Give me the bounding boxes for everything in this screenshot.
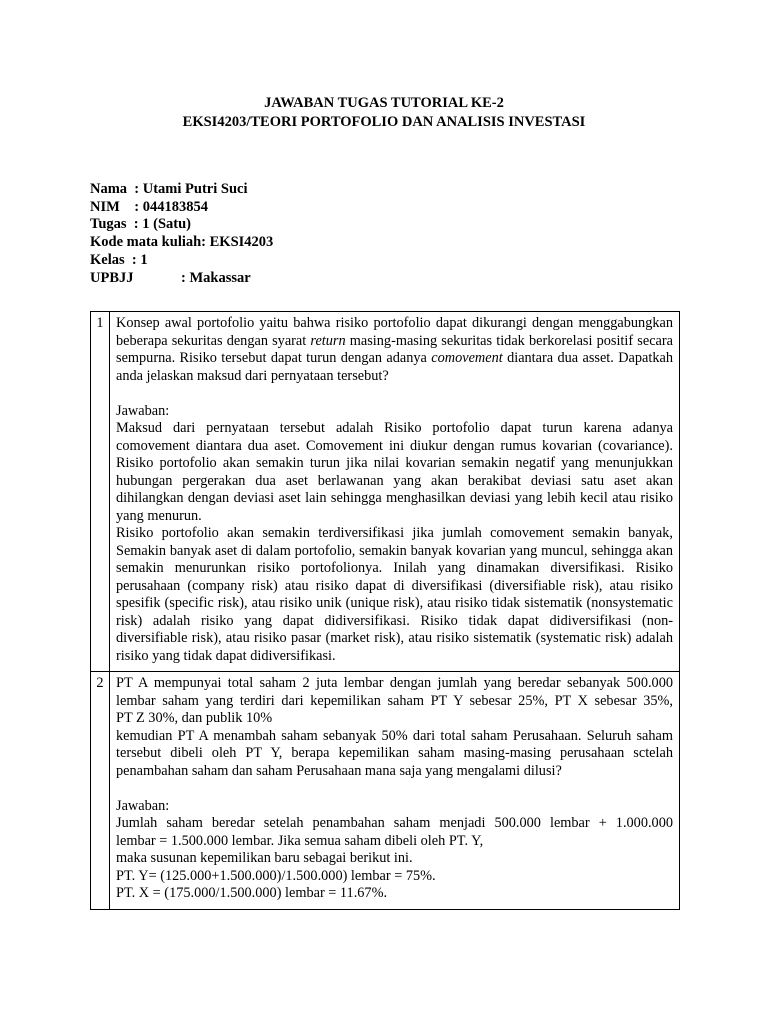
upbjj-row [90,270,273,288]
student-name: Nama : Utami Putri Suci [90,181,248,197]
question-number: 1 [91,312,110,672]
question-number: 2 [91,672,110,910]
assignment-number: Tugas : 1 (Satu) [90,216,191,233]
question-cell [110,312,680,672]
course-title: EKSI4203/TEORI PORTOFOLIO DAN ANALISIS INVESTASI [182,114,586,130]
table-row [91,312,680,672]
qa-table [90,311,680,910]
document-title: JAWABAN TUGAS TUTORIAL KE-2 [264,95,504,111]
answer-line: Jumlah saham beredar setelah penambahan saham menjadi 500.000 lembar + 1.000.000 [116,815,673,831]
question-line: PT A mempunyai total saham 2 juta lembar dengan jumlah yang beredar sebanyak 500.000 [116,675,673,691]
question-paragraph: kemudian PT A menambah saham sebanyak 50% dari total saham Perusahaan. Seluruh saham tersebut dibeli oleh PT Y, berapa kepemilikan saham masing-masing perusahaan sctelah penambahan saham dan saham Perusahaan mana saja yang mengalami dilusi? [116,727,673,779]
question-line: PT Z 30%, dan publik 10% [116,710,273,726]
course-code: Kode mata kuliah: EKSI4203 [90,234,274,251]
answer-paragraph: Maksud dari pernyataan tersebut adalah Risiko portofolio dapat turun karena adanya comovement diantara dua aset. Comovement ini diukur dengan rumus kovarian (covariance). Risiko portofolio akan semakin turun jika nilai kovarian semakin negatif yang menunjukkan hubungan pergerakan dua aset berlawanan yang akan berakibat deviasi satu aset akan dihilangkan dengan deviasi aset lain sehingga menghasilkan deviasi yang lebih kecil atau risiko yang menurun. [116,420,673,524]
question-cell [110,672,680,910]
answer-line: PT. Y= (125.000+1.500.000)/1.500.000) lembar = 75%. [116,867,436,884]
student-nim: NIM : 044183854 [90,198,209,215]
answer-label: Jawaban: [116,402,170,419]
table-row [91,672,680,910]
student-info [90,181,273,287]
answer-label: Jawaban: [116,797,170,814]
class-number: Kelas : 1 [90,251,148,268]
upbjj-value: : Makassar [181,269,251,286]
answer-paragraph: Risiko portofolio akan semakin terdiversifikasi jika jumlah comovement semakin banyak, Semakin banyak aset di dalam portofolio, semakin banyak kovarian yang muncul, sehingga akan semakin menurunkan risiko portofolionya. Inilah yang dinamakan diversifikasi. Risiko perusahaan (company risk) atau risiko dapat di diversifikasi (diversifiable risk), atau risiko spesifik (specific risk), atau risiko unik (unique risk), atau risiko tidak sistematik (nonsystematic risk) adalah risiko yang dapat didiversifikasi. Risiko tidak dapat didiversifikasi (non-diversifiable risk), atau risiko pasar (market risk), atau risiko sistematik (systematic risk) adalah risiko yang tidak dapat didiversifikasi. [116,525,673,664]
answer-line: lembar = 1.500.000 lembar. Jika semua saham dibeli oleh PT. Y, [116,832,484,849]
question-line: lembar saham yang terdiri dari kepemilikan saham PT Y sebesar 25%, PT X sebesar 35%, [116,692,673,709]
answer-line: maka susunan kepemilikan baru sebagai berikut ini. [116,850,413,866]
answer-line: PT. X = (175.000/1.500.000) lembar = 11.67%. [116,885,388,901]
upbjj-label: UPBJJ [90,269,134,286]
question-text: Konsep awal portofolio yaitu bahwa risiko portofolio dapat dikurangi dengan menggabungkan beberapa sekuritas dengan syarat return masing-masing sekuritas tidak berkorelasi positif secara sempurna. Risiko tersebut dapat turun dengan adanya comovement diantara dua asset. Dapatkah anda jelaskan maksud dari pernyataan tersebut? [116,315,674,384]
